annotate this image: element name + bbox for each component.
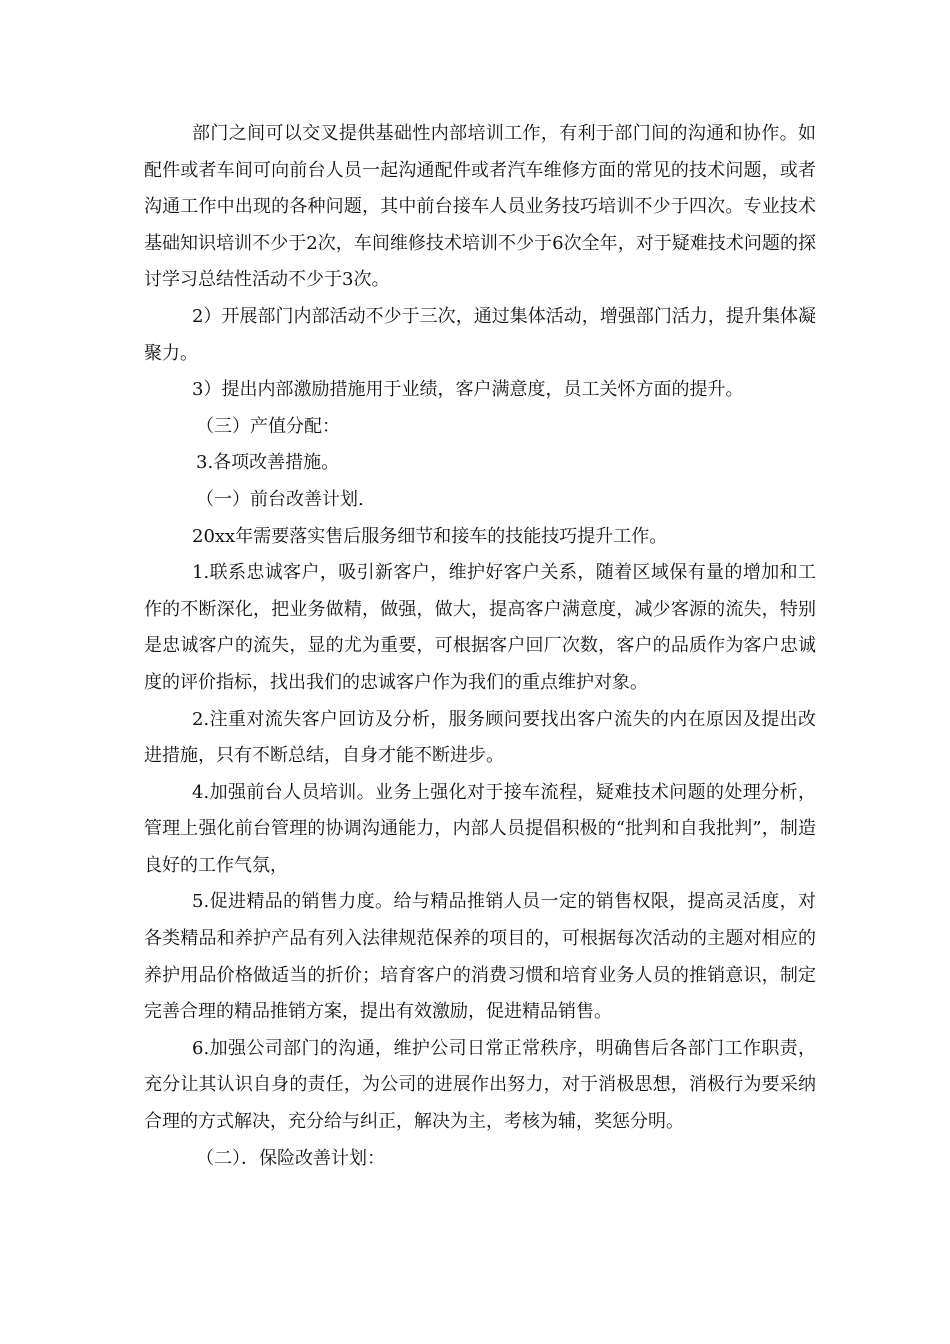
paragraph-front-desk-training: 4.加强前台人员培训。业务上强化对于接车流程，疑难技术问题的处理分析，管理上强化前台管理的协调沟通能力，内部人员提倡积极的“批判和自我批判”，制造良好的工作气氛， xyxy=(144,781,816,876)
paragraph-incentives: 3）提出内部激励措施用于业绩，客户满意度，员工关怀方面的提升。 xyxy=(192,379,744,401)
heading-output-allocation: （三）产值分配： xyxy=(196,415,340,437)
heading-insurance-plan: （二）．保险改善计划： xyxy=(196,1147,385,1169)
paragraph-lost-customers: 2.注重对流失客户回访及分析，服务顾问要找出客户流失的内在原因及提出改进措施，只有不断总结，自身才能不断进步。 xyxy=(144,708,816,767)
paragraph-training: 部门之间可以交叉提供基础性内部培训工作，有利于部门间的沟通和协作。如配件或者车间可向前台人员一起沟通配件或者汽车维修方面的常见的技术问题，或者沟通工作中出现的各种问题，其中前台接车人员业务技巧培训不少于四次。专业技术基础知识培训不少于2次，车间维修技术培训不少于6次全年，对于疑难技术问题的探讨学习总结性活动不少于3次。 xyxy=(144,123,816,291)
paragraph-front-desk-intro: 20xx年需要落实售后服务细节和接车的技能技巧提升工作。 xyxy=(192,525,668,547)
paragraph-boutique-sales: 5.促进精品的销售力度。给与精品推销人员一定的销售权限，提高灵活度，对各类精品和养护产品有列入法律规范保养的项目的，可根据每次活动的主题对相应的养护用品价格做适当的折价；培育客户的消费习惯和培育业务人员的推销意识，制定完善合理的精品推销方案，提出有效激励，促进精品销售。 xyxy=(144,891,816,1023)
paragraph-loyal-customers: 1.联系忠诚客户，吸引新客户，维护好客户关系，随着区域保有量的增加和工作的不断深化，把业务做精，做强，做大，提高客户满意度，减少客源的流失，特别是忠诚客户的流失，显的尤为重要，可根据客户回厂次数，客户的品质作为客户忠诚度的评价指标，找出我们的忠诚客户作为我们的重点维护对象。 xyxy=(144,562,816,693)
heading-improvement-measures: 3.各项改善措施。 xyxy=(196,452,340,474)
heading-front-desk-plan: （一）前台改善计划. xyxy=(196,488,364,510)
document-body xyxy=(144,116,816,1177)
paragraph-department-communication: 6.加强公司部门的沟通，维护公司日常正常秩序，明确售后各部门工作职责，充分让其认识自身的责任，为公司的进展作出努力，对于消极思想，消极行为要采纳合理的方式解决，充分给与纠正，解决为主，考核为辅，奖惩分明。 xyxy=(144,1037,816,1133)
paragraph-activities: 2）开展部门内部活动不少于三次，通过集体活动，增强部门活力，提升集体凝聚力。 xyxy=(144,305,816,364)
